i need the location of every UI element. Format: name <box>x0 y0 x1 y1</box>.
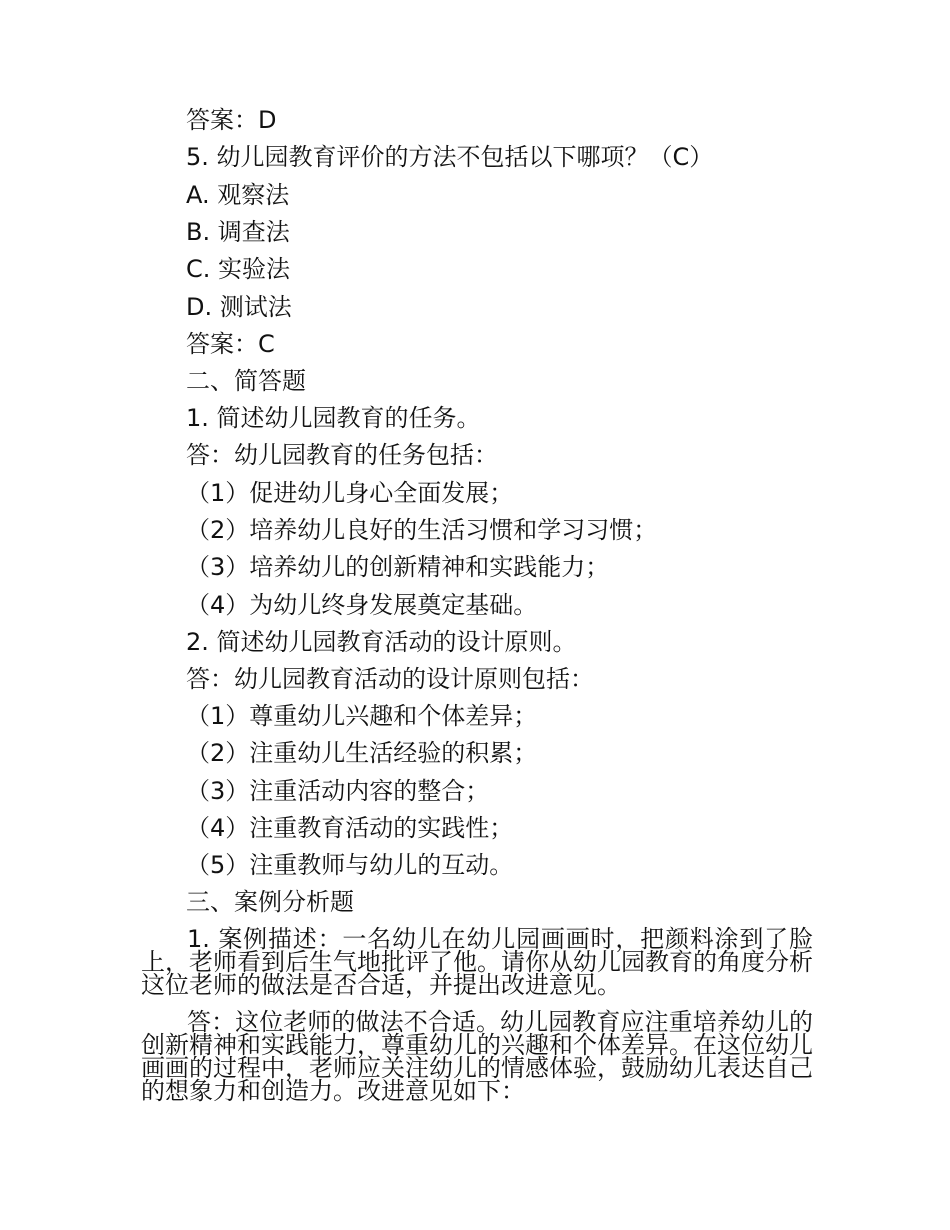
short-question-2: 2. 简述幼儿园教育活动的设计原则。 <box>186 628 577 656</box>
question-5: 5. 幼儿园教育评价的方法不包括以下哪项？（C） <box>186 143 714 171</box>
short-answer-2-item: （4）注重教育活动的实践性； <box>186 814 514 842</box>
option-a: A. 观察法 <box>186 181 290 209</box>
option-d: D. 测试法 <box>186 293 292 321</box>
case-answer-paragraph: 答：这位老师的做法不合适。幼儿园教育应注重培养幼儿的创新精神和实践能力，尊重幼儿的兴趣和个体差异。在这位幼儿画画的过程中，老师应关注幼儿的情感体验，鼓励幼儿表达自己的想象力和创造力。改进意见如下： <box>141 1008 813 1105</box>
section-heading-short-answer: 二、简答题 <box>186 367 306 395</box>
answer-line-q4: 答案：D <box>186 106 277 134</box>
short-answer-1-item: （3）培养幼儿的创新精神和实践能力； <box>186 553 610 581</box>
section-heading-case-analysis: 三、案例分析题 <box>186 888 354 916</box>
short-question-1: 1. 简述幼儿园教育的任务。 <box>186 404 481 432</box>
short-answer-2-item: （1）尊重幼儿兴趣和个体差异； <box>186 702 538 730</box>
short-answer-1-item: （4）为幼儿终身发展奠定基础。 <box>186 591 538 619</box>
short-answer-2-item: （5）注重教师与幼儿的互动。 <box>186 851 514 879</box>
short-answer-1-item: （1）促进幼儿身心全面发展； <box>186 479 514 507</box>
short-answer-1-item: （2）培养幼儿良好的生活习惯和学习习惯； <box>186 516 658 544</box>
answer-line-q5: 答案：C <box>186 330 275 358</box>
short-answer-2-intro: 答：幼儿园教育活动的设计原则包括： <box>186 665 594 693</box>
option-c: C. 实验法 <box>186 255 291 283</box>
option-b: B. 调查法 <box>186 218 290 246</box>
case-description-paragraph: 1. 案例描述：一名幼儿在幼儿园画画时，把颜料涂到了脸上，老师看到后生气地批评了他。请你从幼儿园教育的角度分析这位老师的做法是否合适，并提出改进意见。 <box>141 925 813 999</box>
short-answer-2-item: （3）注重活动内容的整合； <box>186 777 490 805</box>
short-answer-2-item: （2）注重幼儿生活经验的积累； <box>186 739 538 767</box>
short-answer-1-intro: 答：幼儿园教育的任务包括： <box>186 441 498 469</box>
